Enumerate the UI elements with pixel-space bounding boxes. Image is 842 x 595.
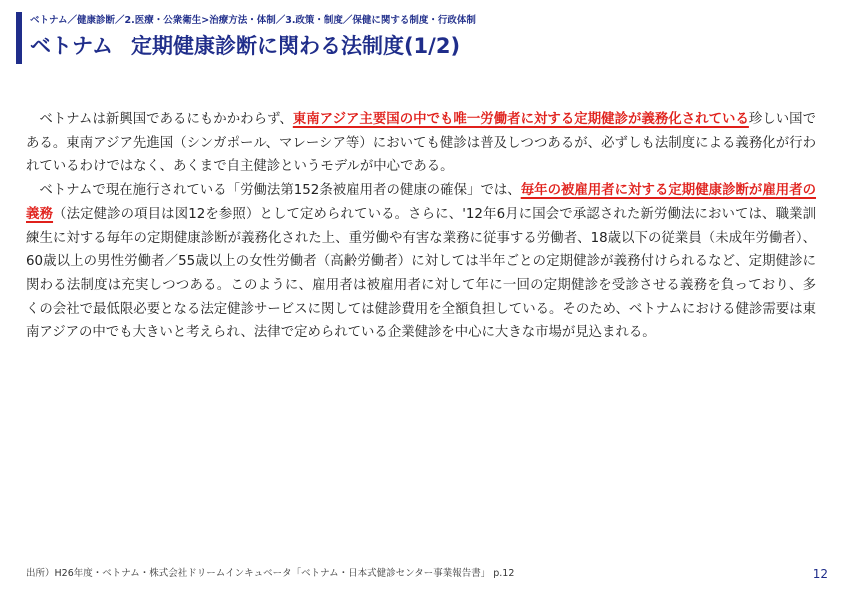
page-title-country: ベトナム bbox=[30, 34, 113, 58]
paragraph-1-text-a: ベトナムは新興国であるにもかかわらず、 bbox=[39, 112, 293, 127]
page-number: 12 bbox=[812, 567, 828, 581]
slide-header bbox=[14, 10, 824, 66]
source-note: 出所）H26年度・ベトナム・株式会社ドリームインキュベータ「ベトナム・日本式健診センター事業報告書」 p.12 bbox=[26, 568, 515, 579]
body-text bbox=[26, 108, 816, 345]
paragraph-2-text-a: ベトナムで現在施行されている「労働法第152条被雇用者の健康の確保」では、 bbox=[39, 183, 521, 199]
paragraph-1 bbox=[26, 108, 816, 179]
page-title bbox=[30, 30, 460, 60]
paragraph-2-highlight: 毎年の被雇用者に対する定期健康診断が雇用者の義務 bbox=[26, 183, 817, 222]
title-accent-bar bbox=[16, 12, 22, 64]
paragraph-1-text-b: 珍しい国である。東南アジア先進国（シンガポール、マレーシア等）においても健診は普及しつつあるが、必ずしも法制度による義務化が行われているわけではなく、あくまで自主健診というモデルが中心である。 bbox=[26, 112, 816, 175]
breadcrumb: ベトナム／健康診断／2.医療・公衆衛生>治療方法・体制／3.政策・制度／保健に関する制度・行政体制 bbox=[30, 15, 476, 26]
page-title-main: 定期健康診断に関わる法制度(1/2) bbox=[130, 34, 461, 58]
paragraph-1-highlight: 東南アジア主要国の中でも唯一労働者に対する定期健診が義務化されている bbox=[292, 112, 749, 127]
paragraph-2 bbox=[26, 179, 816, 345]
paragraph-2-text-b: （法定健診の項目は図12を参照）として定められている。さらに、'12年6月に国会で承認された新労働法においては、職業訓練生に対する毎年の定期健康診断が義務化された上、重労働や有害な業務に従事する労働者、18歳以下の従業員（未成年労働者）、60歳以上の男性労働者／55歳以上の女性労働者（高齢労働者）に対しては半年ごとの定期健診が義務付けられるなど、定期健診に関わる法制度は充実しつつある。このように、雇用者は被雇用者に対して年に一回の定期健診を受診させる義務を負っており、多くの会社で最低限必要となる法定健診サービスに関しては健診費用を全額負担している。そのため、ベトナムにおける健診需要は東南アジアの中でも大きいと考えられ、法律で定められている企業健診を中心に大きな市場が見込まれる。 bbox=[26, 206, 817, 341]
